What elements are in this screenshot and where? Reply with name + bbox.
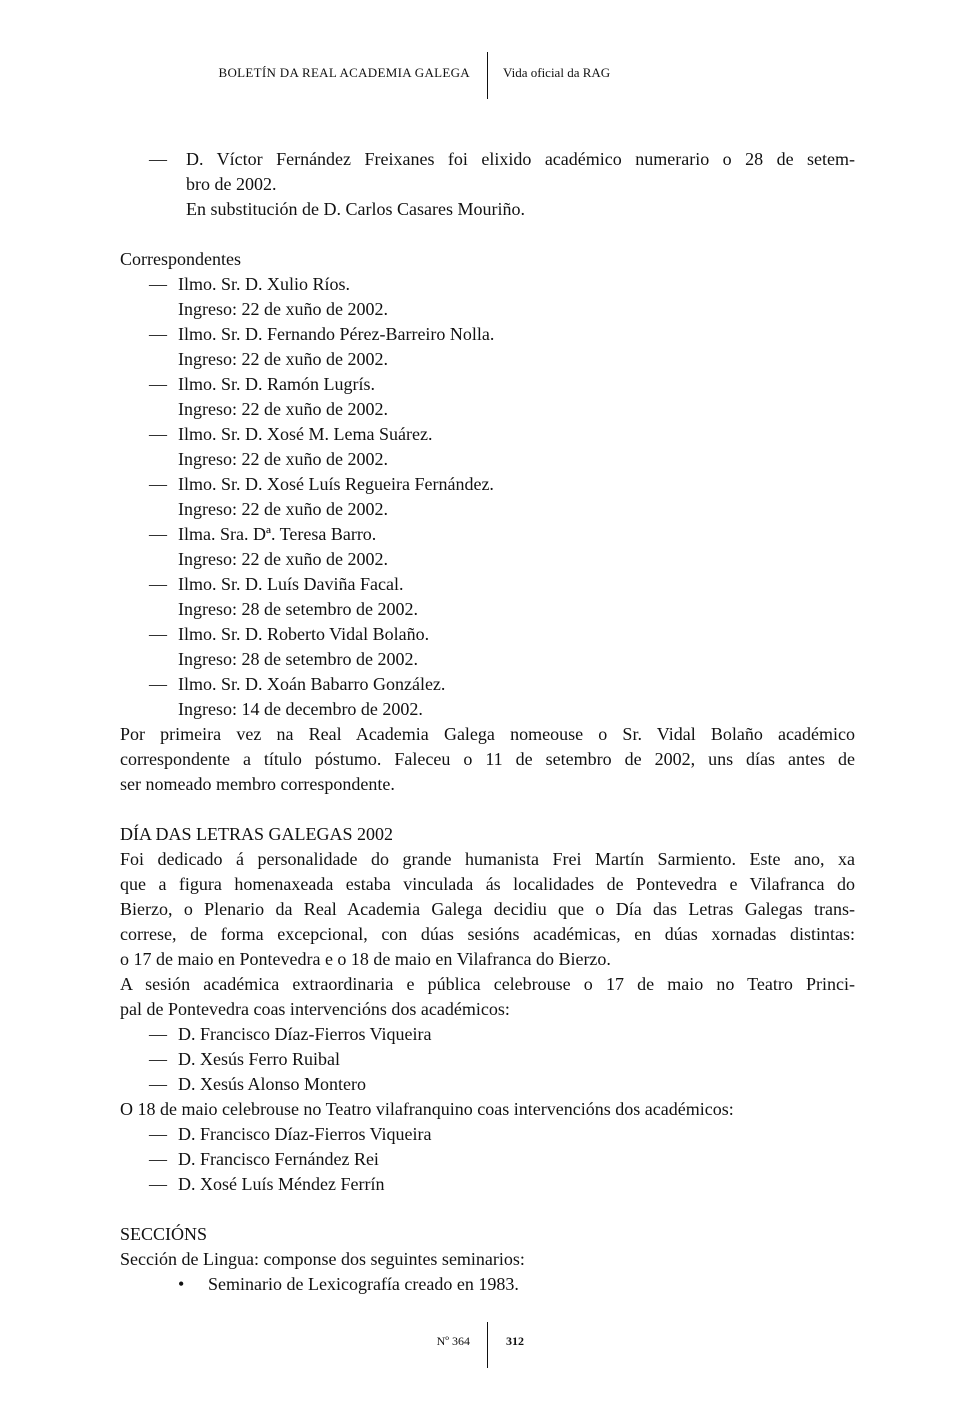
dia-letras-paragraph-2: A sesión académica extraordinaria e pública celebrouse o 17 de maio no Teatro Princi- pal de Pontevedra coas intervencións dos académicos:: [120, 974, 855, 1019]
intro-item-note: En substitución de D. Carlos Casares Mouriño.: [186, 199, 525, 219]
list-item: — Ilma. Sra. Dª. Teresa Barro.: [149, 524, 377, 544]
list-item: — Ilmo. Sr. D. Xoán Babarro González.: [149, 674, 446, 694]
issue-number: Nº 364: [436, 1334, 470, 1348]
section-title: Vida oficial da RAG: [503, 65, 611, 80]
journal-title: BOLETÍN DA REAL ACADEMIA GALEGA: [218, 65, 470, 80]
header-divider: [487, 52, 488, 99]
list-item-ingreso: Ingreso: 22 de xuño de 2002.: [178, 449, 388, 469]
list-item-ingreso: Ingreso: 22 de xuño de 2002.: [178, 349, 388, 369]
list-item-ingreso: Ingreso: 28 de setembro de 2002.: [178, 599, 418, 619]
list-item: — Ilmo. Sr. D. Fernando Pérez-Barreiro Nolla.: [149, 324, 495, 344]
seccions-heading: SECCIÓNS: [120, 1224, 208, 1244]
correspondentes-note: Por primeira vez na Real Academia Galega nomeouse o Sr. Vidal Bolaño académico correspondente a título póstumo. Faleceu o 11 de setembro de 2002, uns días antes de ser nomeado membro correspondente.: [120, 724, 855, 794]
list-item: — Ilmo. Sr. D. Roberto Vidal Bolaño.: [149, 624, 430, 644]
footer-divider: [487, 1322, 488, 1368]
running-footer: [0, 1322, 975, 1368]
list-item-ingreso: Ingreso: 22 de xuño de 2002.: [178, 399, 388, 419]
list-item: — Ilmo. Sr. D. Luís Daviña Facal.: [149, 574, 404, 594]
pontevedra-speakers: [120, 1022, 855, 1097]
list-item: — D. Xesús Ferro Ruibal: [149, 1049, 340, 1069]
intro-item-cont: bro de 2002.: [186, 174, 277, 194]
list-item: — D. Francisco Díaz-Fierros Viqueira: [149, 1124, 432, 1144]
list-item: — D. Francisco Díaz-Fierros Viqueira: [149, 1024, 432, 1044]
list-item: — Ilmo. Sr. D. Xosé M. Lema Suárez.: [149, 424, 433, 444]
list-item-ingreso: Ingreso: 22 de xuño de 2002.: [178, 549, 388, 569]
list-item-ingreso: Ingreso: 14 de decembro de 2002.: [178, 699, 423, 719]
list-item: — Ilmo. Sr. D. Ramón Lugrís.: [149, 374, 375, 394]
list-item: — D. Francisco Fernández Rei: [149, 1149, 379, 1169]
list-item: — Ilmo. Sr. D. Xosé Luís Regueira Fernández.: [149, 474, 494, 494]
list-item: — Ilmo. Sr. D. Xulio Ríos.: [149, 274, 351, 294]
dia-letras-paragraph-1: Foi dedicado á personalidade do grande humanista Frei Martín Sarmiento. Este ano, xa que a figura homenaxeada estaba vinculada ás localidades de Pontevedra e Vilafranca do Bierzo, o Plenario da Real Academia Galega decidiu que o Día das Letras Galegas trans- correse, de forma excepcional, con dúas sesións académicas, en dúas xornadas distintas: o 17 de maio en Pontevedra e o 18 de maio en Vilafranca do Bierzo.: [120, 849, 855, 969]
list-item: — D. Xesús Alonso Montero: [149, 1074, 366, 1094]
bullet-item: • Seminario de Lexicografía creado en 1983.: [120, 1272, 855, 1297]
list-item: — D. Xosé Luís Méndez Ferrín: [149, 1174, 385, 1194]
vilafranca-speakers: [120, 1122, 855, 1197]
running-header: [0, 52, 975, 100]
correspondentes-list: [120, 272, 855, 722]
page-number: 312: [506, 1334, 524, 1348]
dia-letras-heading: DÍA DAS LETRAS GALEGAS 2002: [120, 824, 394, 844]
list-item-ingreso: Ingreso: 28 de setembro de 2002.: [178, 649, 418, 669]
list-item-ingreso: Ingreso: 22 de xuño de 2002.: [178, 299, 388, 319]
list-item-ingreso: Ingreso: 22 de xuño de 2002.: [178, 499, 388, 519]
correspondentes-heading: Correspondentes: [120, 249, 241, 269]
page-body: [120, 147, 855, 1297]
dia-letras-paragraph-3: O 18 de maio celebrouse no Teatro vilafranquino coas intervencións dos académicos:: [120, 1099, 734, 1119]
intro-item: — D. Víctor Fernández Freixanes foi elixido académico numerario o 28 de setem-: [149, 149, 855, 169]
bullet-icon: •: [178, 1274, 185, 1294]
seccions-intro: Sección de Lingua: componse dos seguintes seminarios:: [120, 1249, 525, 1269]
